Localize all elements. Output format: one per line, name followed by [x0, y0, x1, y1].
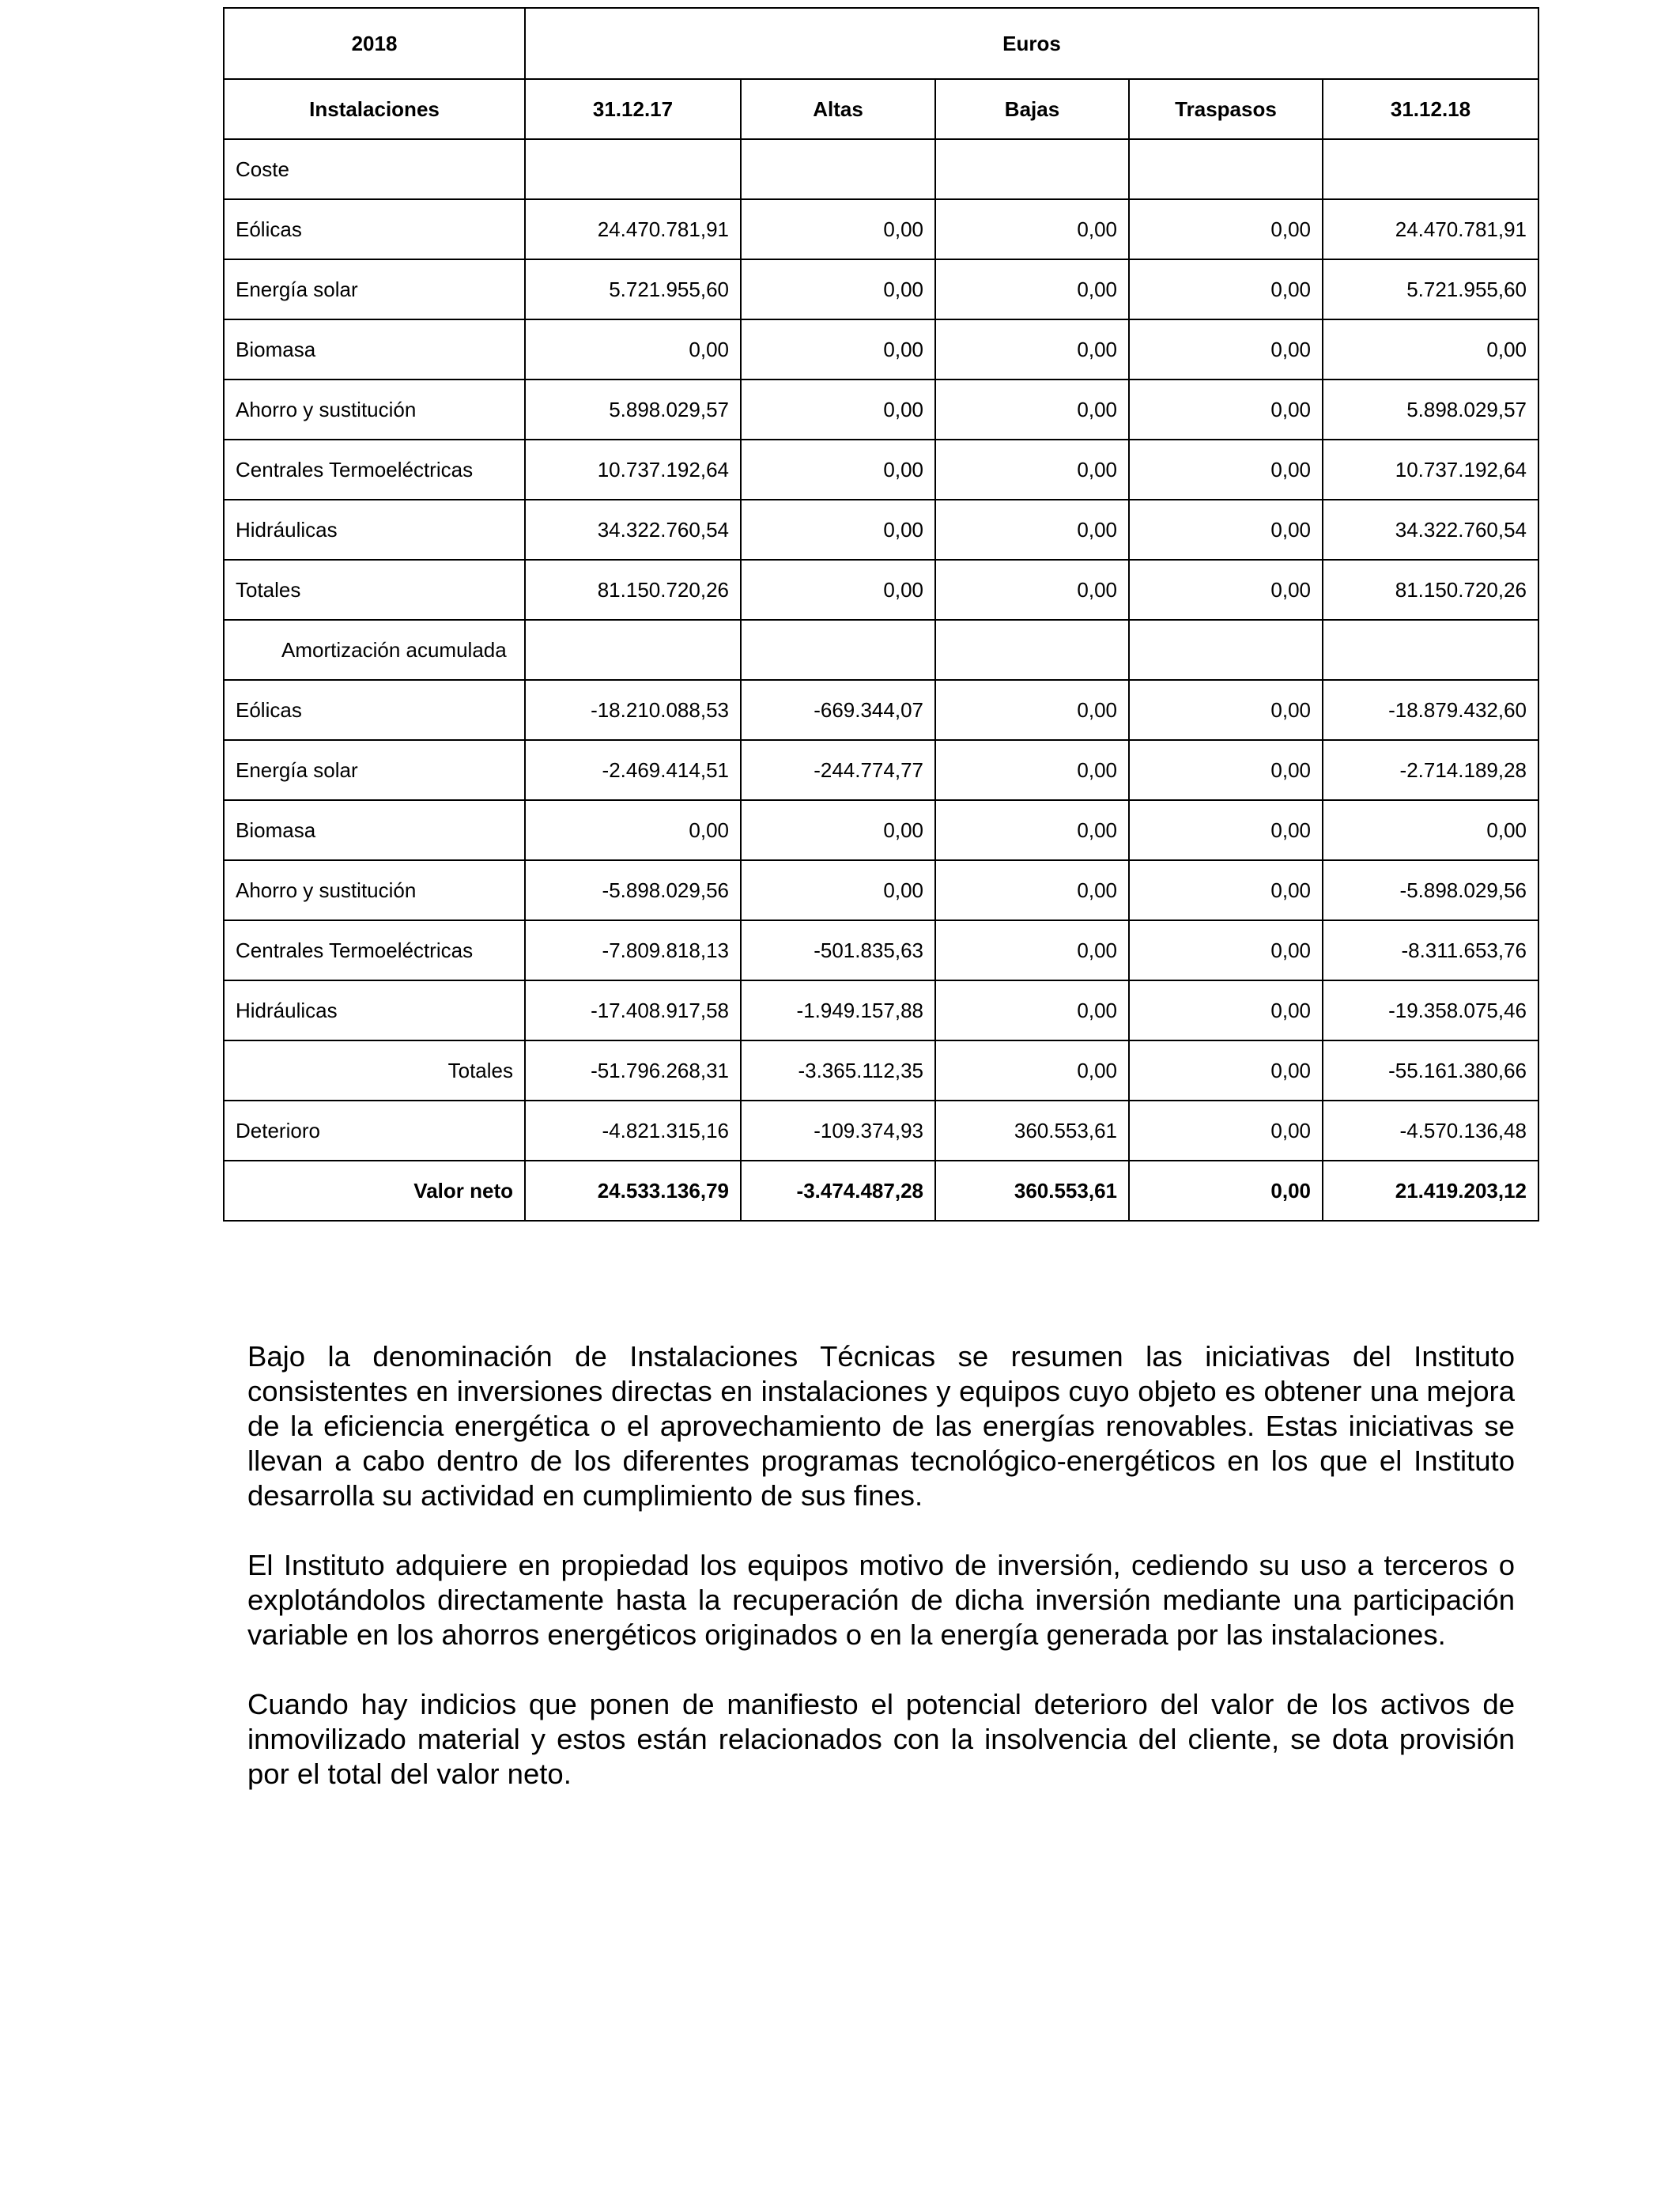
cell-value: 0,00	[1129, 860, 1323, 920]
cell-value: -669.344,07	[741, 680, 935, 740]
cell-value: 81.150.720,26	[525, 560, 741, 620]
year-label: 2018	[224, 8, 525, 79]
cell-value: 0,00	[935, 380, 1129, 440]
fixed-assets-table	[223, 7, 1539, 1222]
table-row	[224, 680, 1538, 740]
cell-value: 0,00	[741, 800, 935, 860]
amortization-rows	[224, 680, 1538, 1040]
column-header: Traspasos	[1129, 79, 1323, 139]
cell-value: 0,00	[1129, 380, 1323, 440]
amortization-total-row	[224, 1040, 1538, 1101]
row-label: Biomasa	[224, 319, 525, 380]
cell-value: 0,00	[935, 319, 1129, 380]
cell-value: 360.553,61	[935, 1161, 1129, 1221]
cell-value: 0,00	[741, 560, 935, 620]
section-label-cost: Coste	[224, 139, 525, 199]
cell-value: -18.210.088,53	[525, 680, 741, 740]
table-row	[224, 560, 1538, 620]
cell-value: -109.374,93	[741, 1101, 935, 1161]
table-row	[224, 800, 1538, 860]
column-header: Bajas	[935, 79, 1129, 139]
cell-value: -2.469.414,51	[525, 740, 741, 800]
cell-value: -17.408.917,58	[525, 980, 741, 1040]
cell-value: -244.774,77	[741, 740, 935, 800]
cell-value: 0,00	[741, 259, 935, 319]
cell-value: 0,00	[1129, 440, 1323, 500]
cell-value: 5.898.029,57	[1323, 380, 1538, 440]
cell-value: 0,00	[935, 920, 1129, 980]
row-label: Ahorro y sustitución	[224, 380, 525, 440]
row-label: Biomasa	[224, 800, 525, 860]
cell-value: -5.898.029,56	[1323, 860, 1538, 920]
cell-value: 5.898.029,57	[525, 380, 741, 440]
cell-value: -1.949.157,88	[741, 980, 935, 1040]
cell-value: -8.311.653,76	[1323, 920, 1538, 980]
row-label: Totales	[224, 1040, 525, 1101]
cell-value: 24.533.136,79	[525, 1161, 741, 1221]
row-label: Energía solar	[224, 259, 525, 319]
cell-value: 0,00	[1129, 199, 1323, 259]
cell-value: 0,00	[741, 500, 935, 560]
cell-value: 0,00	[1129, 800, 1323, 860]
cost-rows	[224, 199, 1538, 620]
cell-value: 0,00	[1129, 980, 1323, 1040]
cell-value: 0,00	[525, 319, 741, 380]
cell-value: -51.796.268,31	[525, 1040, 741, 1101]
cell-value: 0,00	[1129, 319, 1323, 380]
cell-value: 0,00	[935, 860, 1129, 920]
cell-value: 0,00	[1129, 1161, 1323, 1221]
column-header: 31.12.17	[525, 79, 741, 139]
cell-value: 0,00	[935, 199, 1129, 259]
impairment-row	[224, 1101, 1538, 1161]
table-row	[224, 319, 1538, 380]
cell-value: 0,00	[741, 199, 935, 259]
cell-value: 0,00	[935, 980, 1129, 1040]
table-row	[224, 380, 1538, 440]
cell-value: 10.737.192,64	[525, 440, 741, 500]
paragraph: El Instituto adquiere en propiedad los equipos motivo de inversión, cediendo su uso a terceros o explotándolos directamente hasta la recuperación de dicha inversión mediante una participación variable en los ahorros energéticos originados o en la energía generada por las instalaciones.	[247, 1549, 1515, 1651]
table-row	[224, 860, 1538, 920]
cell-value: 34.322.760,54	[525, 500, 741, 560]
cell-value: 0,00	[935, 500, 1129, 560]
row-label: Hidráulicas	[224, 980, 525, 1040]
table-header-row-year	[224, 8, 1538, 79]
table-row	[224, 259, 1538, 319]
table-row	[224, 199, 1538, 259]
cell-value: 0,00	[1323, 319, 1538, 380]
table-row	[224, 980, 1538, 1040]
cell-value: -19.358.075,46	[1323, 980, 1538, 1040]
table-row	[224, 500, 1538, 560]
cell-value: 0,00	[1129, 560, 1323, 620]
row-label: Energía solar	[224, 740, 525, 800]
row-label: Totales	[224, 560, 525, 620]
section-row-amortization	[224, 620, 1538, 680]
cell-value: -501.835,63	[741, 920, 935, 980]
cell-value: 0,00	[935, 440, 1129, 500]
row-label: Valor neto	[224, 1161, 525, 1221]
cell-value: -2.714.189,28	[1323, 740, 1538, 800]
cell-value: -3.365.112,35	[741, 1040, 935, 1101]
cell-value: 0,00	[741, 380, 935, 440]
row-label: Centrales Termoeléctricas	[224, 920, 525, 980]
paragraph: Bajo la denominación de Instalaciones Técnicas se resumen las iniciativas del Instituto consistentes en inversiones directas en instalaciones y equipos cuyo objeto es obtener una mejora de la eficiencia energética o el aprovechamiento de las energías renovables. Estas iniciativas se llevan a cabo dentro de los diferentes programas tecnológico-energéticos en los que el Instituto desarrolla su actividad en cumplimiento de sus fines.	[247, 1340, 1515, 1512]
table-row	[224, 440, 1538, 500]
cell-value: -5.898.029,56	[525, 860, 741, 920]
cell-value: -4.821.315,16	[525, 1101, 741, 1161]
cell-value: 24.470.781,91	[525, 199, 741, 259]
cell-value: -55.161.380,66	[1323, 1040, 1538, 1101]
cell-value: 0,00	[741, 860, 935, 920]
row-label: Eólicas	[224, 680, 525, 740]
table-header-row-columns	[224, 79, 1538, 139]
cell-value: 0,00	[1323, 800, 1538, 860]
section-row-cost	[224, 139, 1538, 199]
currency-label: Euros	[525, 8, 1538, 79]
cell-value: 0,00	[1129, 1040, 1323, 1101]
cell-value: -3.474.487,28	[741, 1161, 935, 1221]
cell-value: 0,00	[1129, 920, 1323, 980]
explanatory-text	[247, 1339, 1515, 1826]
section-label-amortization: Amortización acumulada	[224, 620, 525, 680]
cell-value: -7.809.818,13	[525, 920, 741, 980]
column-header: 31.12.18	[1323, 79, 1538, 139]
cell-value: 21.419.203,12	[1323, 1161, 1538, 1221]
cell-value: 0,00	[935, 1040, 1129, 1101]
cell-value: 34.322.760,54	[1323, 500, 1538, 560]
cell-value: 0,00	[741, 440, 935, 500]
cell-value: 0,00	[935, 560, 1129, 620]
cell-value: 0,00	[1129, 259, 1323, 319]
table-row	[224, 920, 1538, 980]
cell-value: 0,00	[935, 800, 1129, 860]
cell-value: 0,00	[935, 259, 1129, 319]
cell-value: 5.721.955,60	[525, 259, 741, 319]
paragraph: Cuando hay indicios que ponen de manifiesto el potencial deterioro del valor de los activos de inmovilizado material y estos están relacionados con la insolvencia del cliente, se dota provisión por el total del valor neto.	[247, 1688, 1515, 1790]
row-label: Eólicas	[224, 199, 525, 259]
table-row	[224, 740, 1538, 800]
cell-value: 81.150.720,26	[1323, 560, 1538, 620]
cell-value: 360.553,61	[935, 1101, 1129, 1161]
cell-value: 0,00	[1129, 680, 1323, 740]
cell-value: 0,00	[1129, 1101, 1323, 1161]
row-label: Centrales Termoeléctricas	[224, 440, 525, 500]
cell-value: 0,00	[525, 800, 741, 860]
cell-value: 24.470.781,91	[1323, 199, 1538, 259]
row-label: Ahorro y sustitución	[224, 860, 525, 920]
column-header: Altas	[741, 79, 935, 139]
cell-value: 0,00	[741, 319, 935, 380]
cell-value: 0,00	[935, 680, 1129, 740]
cell-value: 0,00	[1129, 740, 1323, 800]
cell-value: 5.721.955,60	[1323, 259, 1538, 319]
row-label: Deterioro	[224, 1101, 525, 1161]
cell-value: -4.570.136,48	[1323, 1101, 1538, 1161]
cell-value: 10.737.192,64	[1323, 440, 1538, 500]
row-label: Hidráulicas	[224, 500, 525, 560]
column-header: Instalaciones	[224, 79, 525, 139]
cell-value: 0,00	[1129, 500, 1323, 560]
cell-value: 0,00	[935, 740, 1129, 800]
cell-value: -18.879.432,60	[1323, 680, 1538, 740]
net-value-row	[224, 1161, 1538, 1221]
